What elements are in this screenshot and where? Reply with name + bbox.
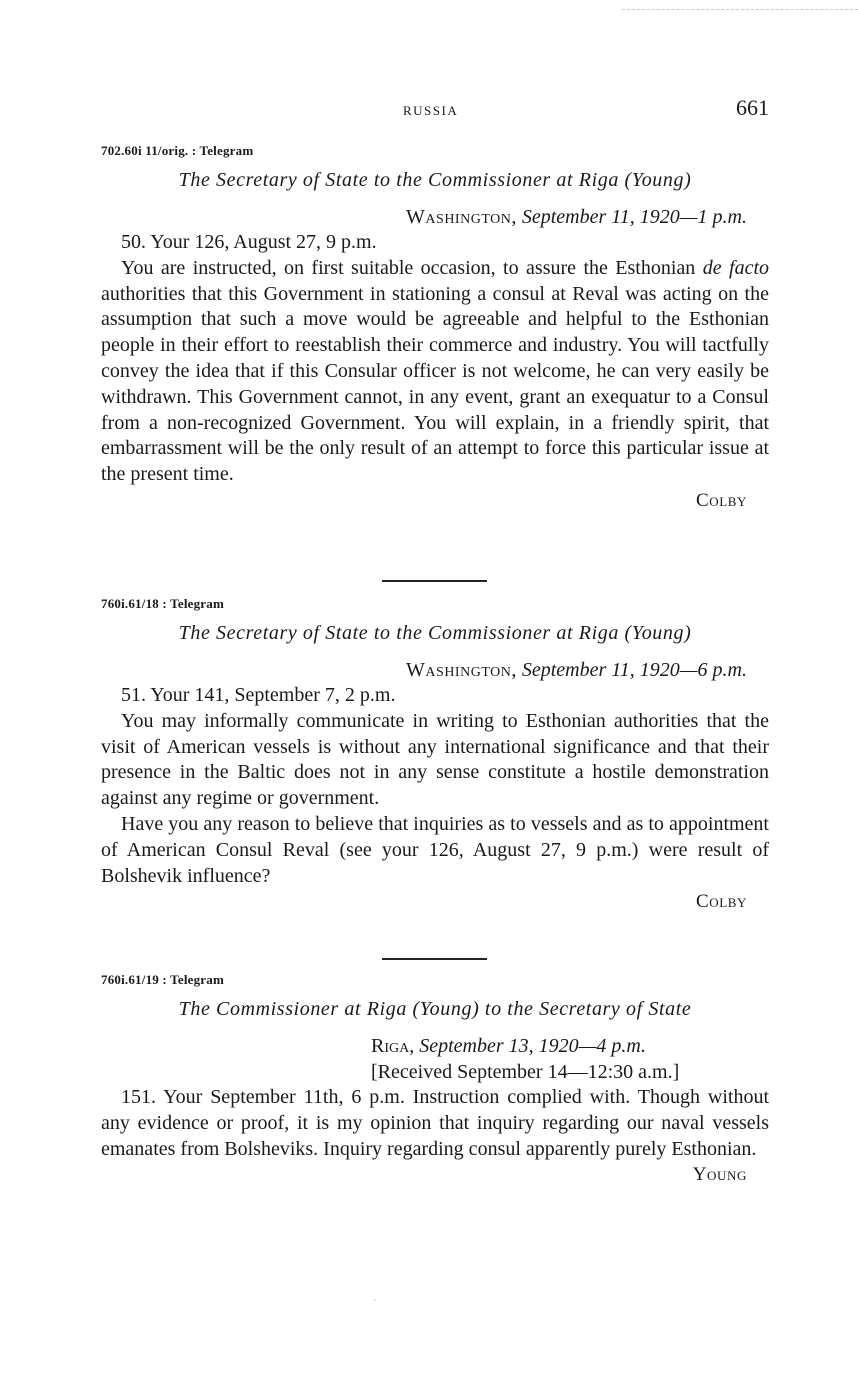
telegram-document-2 — [101, 593, 769, 915]
dateline-place: Washington, — [406, 206, 517, 228]
dateline-place: Washington, — [406, 659, 517, 681]
italic-phrase: de facto — [702, 256, 770, 279]
section-divider — [382, 580, 487, 582]
body-paragraph: You may informally communicate in writing to Esthonian authorities that the visit of American vessels is without any international significance and that their presence in the Baltic does not in any sense constitute a hostile demonstration against any regime or government. — [101, 709, 769, 810]
body-paragraph: 51. Your 141, September 7, 2 p.m. — [121, 684, 396, 706]
body-paragraph: Have you any reason to believe that inquiries as to vessels and as to appointment of American Consul Reval (see your 126, August 27, 9 p.m.) were result of Bolshevik influence? — [101, 812, 769, 887]
body-paragraph: 151. Your September 11th, 6 p.m. Instruction complied with. Though without any evidence or proof, it is my opinion that inquiry regarding our naval vessels emanates from Bolsheviks. Inquiry regarding consul apparently purely Esthonian. — [101, 1086, 769, 1160]
file-reference: 760i.61/18 : Telegram — [101, 596, 224, 611]
document-title: The Secretary of State to the Commissioner at Riga (Young) — [178, 622, 692, 644]
signature: Colby — [695, 489, 747, 511]
dateline — [371, 1033, 769, 1059]
file-reference: 760i.61/19 : Telegram — [101, 972, 224, 987]
telegram-document-3 — [101, 969, 769, 1188]
dateline — [101, 204, 769, 230]
dateline-date: September 11, 1920—1 p.m. — [521, 206, 747, 228]
signature: Young — [692, 1164, 747, 1186]
page-header — [101, 95, 769, 125]
signature: Colby — [695, 891, 747, 913]
dateline-date: September 11, 1920—6 p.m. — [521, 659, 747, 681]
telegram-document-1 — [101, 140, 769, 514]
dateline-place: Riga, — [371, 1035, 415, 1057]
page-number: 661 — [736, 95, 769, 120]
section-divider — [382, 958, 487, 960]
scan-speck: ' — [374, 1298, 376, 1309]
document-title: The Secretary of State to the Commissioner at Riga (Young) — [178, 169, 692, 191]
document-title: The Commissioner at Riga (Young) to the Secretary of State — [178, 998, 692, 1020]
scan-artifact-line — [622, 9, 858, 10]
running-head: RUSSIA — [403, 103, 459, 118]
dateline — [101, 657, 769, 683]
body-paragraph: You are instructed, on first suitable occasion, to assure the Esthonian de facto authorities that this Government in stationing a consul at Reval was acting on the assumption that such a move would be agreeable and helpful to the Esthonian people in their effort to reestablish their commerce and industry. You will tactfully convey the idea that if this Consular officer is not welcome, he can very easily be withdrawn. This Government cannot, in any event, grant an exequatur to a Consul from a non-recognized Government. You will explain, in a friendly spirit, that embarrassment will be the only result of an attempt to force this particular issue at the present time. — [101, 256, 770, 486]
received-note: [Received September 14—12:30 a.m.] — [371, 1061, 680, 1083]
dateline-date: September 13, 1920—4 p.m. — [419, 1035, 646, 1057]
file-reference: 702.60i 11/orig. : Telegram — [101, 143, 254, 158]
body-paragraph: 50. Your 126, August 27, 9 p.m. — [121, 231, 377, 253]
